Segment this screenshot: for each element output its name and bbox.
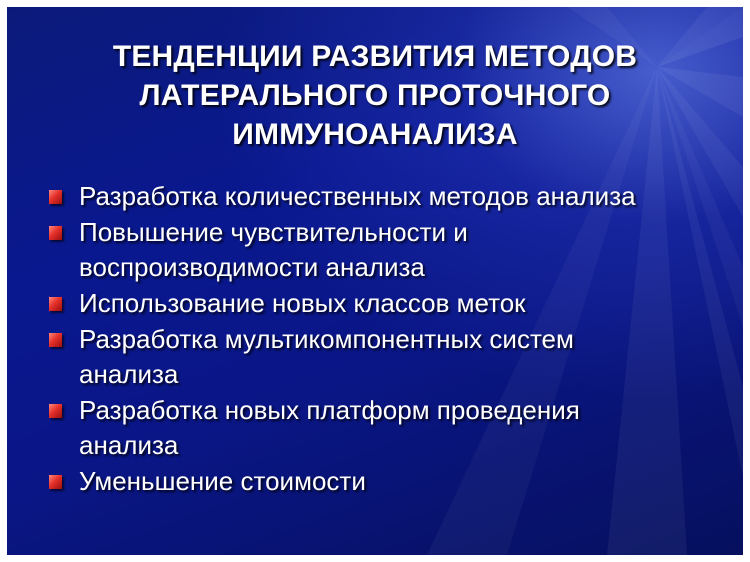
square-bullet-icon [49, 297, 62, 311]
slide-title [37, 37, 713, 154]
bullet-list [49, 179, 723, 500]
slide [7, 7, 743, 555]
title-line: ТЕНДЕНЦИИ РАЗВИТИЯ МЕТОДОВ [112, 40, 638, 73]
bullet-text-line: Уменьшение стоимости [79, 466, 366, 496]
bullet-text-line: Использование новых классов меток [79, 288, 526, 318]
bullet-item [49, 179, 723, 214]
bullet-item [49, 322, 723, 392]
title-line: ИММУНОАНАЛИЗА [232, 118, 518, 151]
square-bullet-icon [49, 404, 62, 418]
bullet-item [49, 286, 723, 321]
bullet-item [49, 464, 723, 499]
bullet-text-line: анализа [79, 359, 179, 389]
bullet-item [49, 393, 723, 463]
bullet-text-line: Разработка новых платформ проведения [79, 395, 580, 425]
square-bullet-icon [49, 190, 62, 204]
title-line: ЛАТЕРАЛЬНОГО ПРОТОЧНОГО [139, 79, 611, 112]
bullet-text-line: анализа [79, 430, 179, 460]
bullet-text-line: воспроизводимости анализа [79, 252, 425, 282]
square-bullet-icon [49, 475, 62, 489]
bullet-item [49, 215, 723, 285]
bullet-text-line: Разработка мультикомпонентных систем [79, 324, 574, 354]
square-bullet-icon [49, 333, 62, 347]
square-bullet-icon [49, 226, 62, 240]
bullet-text-line: Разработка количественных методов анализа [79, 181, 636, 211]
bullet-text-line: Повышение чувствительности и [79, 217, 468, 247]
